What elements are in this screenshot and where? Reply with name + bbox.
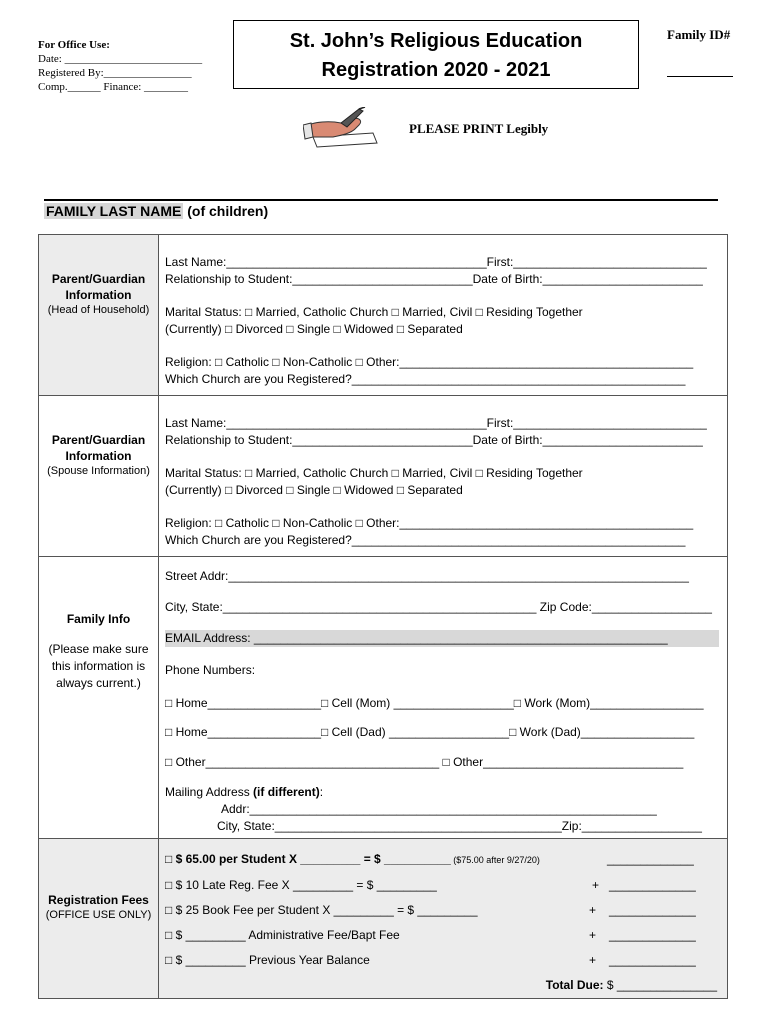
family-info-note-1: (Please make sure — [48, 642, 149, 656]
guardian2-heading: Parent/Guardian — [51, 433, 146, 447]
guardian2-heading2: Information — [65, 449, 132, 463]
admin-fee-plus: + — [589, 928, 597, 942]
fee-per-student-text: □ $ 65.00 per Student X _________ = $ __________ — [165, 852, 451, 866]
guardian1-marital-status-options[interactable]: Marital Status: □ Married, Catholic Church □ Married, Civil □ Residing Together — [165, 305, 583, 319]
guardian1-row — [39, 235, 728, 396]
phone-row-dad[interactable]: □ Home_________________□ Cell (Dad) __________________□ Work (Dad)_________________ — [165, 725, 695, 739]
late-fee-text: □ $ 10 Late Reg. Fee X _________ = $ _________ — [165, 878, 437, 892]
phone-row-mom[interactable]: □ Home_________________□ Cell (Mom) __________________□ Work (Mom)_________________ — [165, 696, 704, 710]
family-info-heading: Family Info — [66, 612, 131, 626]
guardian1-last-name-field[interactable]: Last Name:_______________________________________First:_____________________________ — [165, 255, 707, 269]
guardian1-fields-cell — [159, 235, 728, 396]
form-title: St. John’s Religious Education — [289, 30, 583, 52]
fee-per-student-line[interactable] — [159, 847, 727, 873]
fees-heading: Registration Fees — [48, 893, 149, 907]
fees-fields-cell — [159, 839, 728, 999]
phone-numbers-label: Phone Numbers: — [165, 663, 256, 677]
city-state-zip-field[interactable]: City, State:_______________________________________________ Zip Code:__________________ — [165, 600, 712, 614]
street-address-field[interactable]: Street Addr:_____________________________________________________________________ — [165, 569, 689, 583]
hand-writing-icon — [303, 107, 379, 154]
divider — [44, 199, 718, 201]
mailing-address-colon: : — [319, 785, 324, 799]
registration-form-table — [38, 234, 728, 999]
fees-label-cell — [39, 839, 159, 999]
office-registered-by-field[interactable]: Registered By:________________ — [38, 67, 192, 79]
late-fee-line[interactable] — [159, 873, 727, 898]
family-last-name-suffix: (of children) — [183, 203, 269, 219]
previous-balance-plus: + — [589, 953, 597, 967]
office-use-block — [38, 38, 202, 94]
previous-balance-line[interactable] — [159, 948, 727, 973]
guardian1-subheading: (Head of Household) — [47, 304, 150, 316]
fees-row — [39, 839, 728, 999]
guardian2-religion-options[interactable]: Religion: □ Catholic □ Non-Catholic □ Other:____________________________________________ — [165, 516, 694, 530]
guardian1-relationship-field[interactable]: Relationship to Student:___________________________Date of Birth:________________________ — [165, 272, 703, 286]
guardian2-label-cell — [39, 396, 159, 557]
admin-fee-line[interactable] — [159, 923, 727, 948]
total-due-field[interactable]: $ _______________ — [606, 978, 717, 992]
family-info-note-2: this information is — [51, 659, 146, 673]
office-date-field[interactable]: Date: _________________________ — [38, 53, 203, 65]
family-last-name-field[interactable] — [44, 203, 268, 219]
mailing-city-state-zip-field[interactable]: City, State:___________________________________________Zip:__________________ — [217, 819, 702, 833]
previous-balance-text: □ $ _________ Previous Year Balance — [165, 953, 370, 967]
book-fee-amount[interactable]: _____________ — [609, 903, 696, 917]
guardian1-religion-options[interactable]: Religion: □ Catholic □ Non-Catholic □ Other:____________________________________________ — [165, 355, 694, 369]
book-fee-plus: + — [589, 903, 597, 917]
late-fee-plus: + — [592, 878, 600, 892]
family-info-label-cell — [39, 557, 159, 839]
admin-fee-text: □ $ _________ Administrative Fee/Bapt Fee — [165, 928, 400, 942]
total-due-line[interactable] — [159, 973, 727, 998]
mailing-address-label — [159, 784, 727, 801]
mailing-address-label-text: Mailing Address — [165, 785, 254, 799]
guardian2-marital-status-options-2[interactable]: (Currently) □ Divorced □ Single □ Widowed □ Separated — [165, 483, 463, 497]
form-title-box — [233, 20, 639, 89]
family-last-name-label: FAMILY LAST NAME — [46, 203, 182, 219]
family-info-fields-cell — [159, 557, 728, 839]
guardian2-relationship-field[interactable]: Relationship to Student:___________________________Date of Birth:________________________ — [165, 433, 703, 447]
mailing-addr-field[interactable]: Addr:_____________________________________________________________ — [221, 802, 657, 816]
guardian1-heading2: Information — [65, 288, 132, 302]
guardian2-last-name-field[interactable]: Last Name:_______________________________________First:_____________________________ — [165, 416, 707, 430]
guardian1-label-cell — [39, 235, 159, 396]
guardian1-heading: Parent/Guardian — [51, 272, 146, 286]
mailing-address-if-different: (if different) — [253, 785, 320, 799]
phone-row-other[interactable]: □ Other___________________________________ □ Other______________________________ — [165, 755, 684, 769]
guardian2-marital-status-options[interactable]: Marital Status: □ Married, Catholic Church □ Married, Civil □ Residing Together — [165, 466, 583, 480]
office-comp-finance-field[interactable]: Comp.______ Finance: ________ — [38, 81, 189, 93]
total-due-label: Total Due: — [545, 978, 604, 992]
fees-subheading: (OFFICE USE ONLY) — [45, 909, 152, 921]
please-print-note: PLEASE PRINT Legibly — [409, 121, 549, 136]
family-id-field[interactable] — [667, 76, 733, 77]
family-info-row — [39, 557, 728, 839]
guardian2-subheading: (Spouse Information) — [47, 465, 150, 477]
guardian2-fields-cell — [159, 396, 728, 557]
guardian1-marital-status-options-2[interactable]: (Currently) □ Divorced □ Single □ Widowed □ Separated — [165, 322, 463, 336]
late-fee-amount[interactable]: _____________ — [609, 878, 696, 892]
family-id-label: Family ID# — [667, 27, 731, 42]
office-use-title: For Office Use: — [38, 39, 110, 51]
guardian1-church-field[interactable]: Which Church are you Registered?__________________________________________________ — [165, 372, 686, 386]
email-field[interactable]: EMAIL Address: ______________________________________________________________ — [165, 630, 719, 647]
fee-per-student-amount[interactable]: _____________ — [607, 852, 694, 866]
book-fee-text: □ $ 25 Book Fee per Student X _________ = $ _________ — [165, 903, 478, 917]
admin-fee-amount[interactable]: _____________ — [609, 928, 696, 942]
book-fee-line[interactable] — [159, 898, 727, 923]
form-subtitle: Registration 2020 - 2021 — [321, 59, 551, 81]
previous-balance-amount[interactable]: _____________ — [609, 953, 696, 967]
guardian2-church-field[interactable]: Which Church are you Registered?__________________________________________________ — [165, 533, 686, 547]
guardian2-row — [39, 396, 728, 557]
fee-late-note: ($75.00 after 9/27/20) — [450, 855, 540, 865]
family-info-note-3: always current.) — [56, 676, 141, 690]
